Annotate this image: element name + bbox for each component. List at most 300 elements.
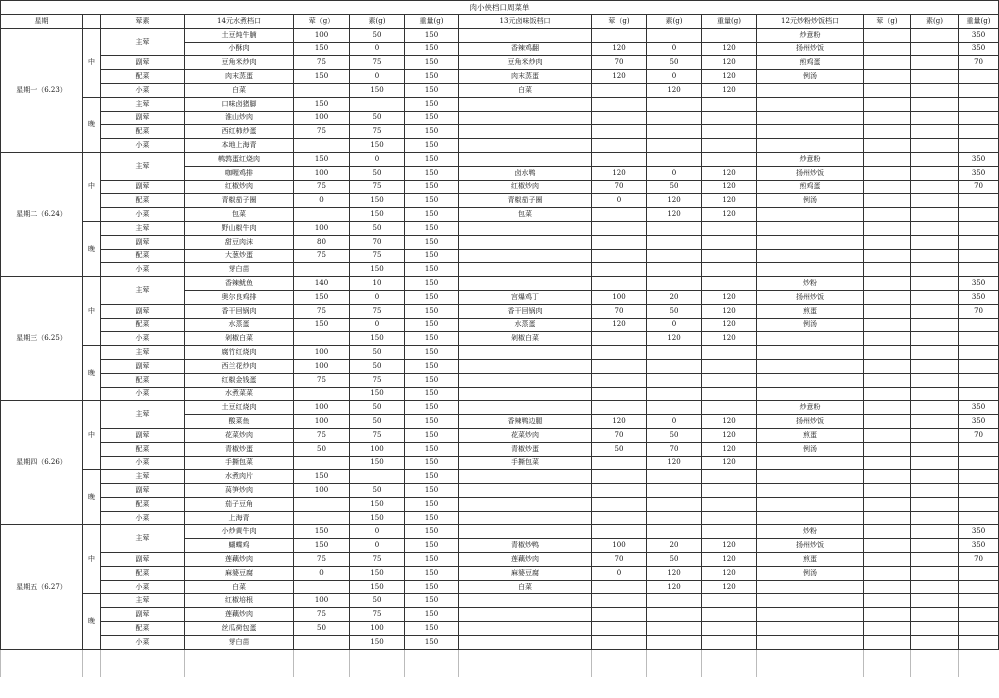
shuizhu-total-weight: 150: [405, 470, 459, 484]
dish-type: 主荤: [101, 525, 185, 553]
shuizhu-dish-name: 水煮菜菜: [185, 387, 294, 401]
empty-cell: [959, 111, 999, 125]
shuizhu-total-weight: 150: [405, 42, 459, 56]
luwei-dish-name: 剁椒白菜: [459, 332, 592, 346]
dish-type: 配菜: [101, 70, 185, 84]
empty-cell: [647, 663, 702, 677]
empty-cell: [459, 221, 592, 235]
shuizhu-total-weight: 150: [405, 635, 459, 649]
dish-type: 主荤: [101, 97, 185, 111]
shuizhu-total-weight: 150: [405, 539, 459, 553]
empty-cell: [459, 139, 592, 153]
empty-cell: [459, 663, 592, 677]
empty-cell: [647, 470, 702, 484]
dish-type: 小菜: [101, 83, 185, 97]
chaofan-total-weight: 350: [959, 166, 999, 180]
shuizhu-meat-weight: 75: [294, 553, 350, 567]
empty-cell: [911, 373, 959, 387]
shuizhu-total-weight: 150: [405, 194, 459, 208]
empty-cell: [592, 97, 647, 111]
shuizhu-veg-weight: [350, 97, 405, 111]
empty-cell: [459, 111, 592, 125]
shuizhu-veg-weight: 50: [350, 166, 405, 180]
dinner-row: [1, 359, 999, 373]
luwei-veg-weight: [647, 401, 702, 415]
empty-cell: [911, 470, 959, 484]
shuizhu-total-weight: 150: [405, 428, 459, 442]
empty-cell: [757, 484, 864, 498]
dish-type: 配菜: [101, 249, 185, 263]
chaofan-meat-weight: [864, 290, 911, 304]
empty-cell: [864, 346, 911, 360]
luwei-veg-weight: [647, 277, 702, 291]
chaofan-dish-name: 炒意粉: [757, 28, 864, 42]
empty-cell: [702, 387, 757, 401]
luwei-dish-name: [459, 401, 592, 415]
empty-cell: [702, 649, 757, 663]
empty-cell: [959, 608, 999, 622]
dish-type: 主荤: [101, 470, 185, 484]
luwei-meat-weight: [592, 456, 647, 470]
chaofan-total-weight: 350: [959, 42, 999, 56]
shuizhu-dish-name: 酸菜鱼: [185, 415, 294, 429]
empty-cell: [592, 373, 647, 387]
empty-cell: [911, 139, 959, 153]
shuizhu-total-weight: 150: [405, 359, 459, 373]
dish-type: 配菜: [101, 566, 185, 580]
empty-cell: [702, 359, 757, 373]
dish-type: 配菜: [101, 442, 185, 456]
chaofan-veg-weight: [911, 290, 959, 304]
lunch-row: [1, 152, 999, 166]
shuizhu-total-weight: 150: [405, 263, 459, 277]
chaofan-veg-weight: [911, 318, 959, 332]
empty-cell: [592, 139, 647, 153]
empty-cell: [702, 635, 757, 649]
dish-type: 副荤: [101, 56, 185, 70]
chaofan-dish-name: [757, 332, 864, 346]
empty-cell: [959, 484, 999, 498]
lunch-row: [1, 401, 999, 415]
luwei-dish-name: [459, 152, 592, 166]
chaofan-veg-weight: [911, 28, 959, 42]
dish-type: 副荤: [101, 608, 185, 622]
luwei-total-weight: 120: [702, 539, 757, 553]
empty-cell: [185, 663, 294, 677]
chaofan-dish-name: 煎蛋: [757, 553, 864, 567]
shuizhu-dish-name: 蝴蝶鸡: [185, 539, 294, 553]
empty-cell: [864, 373, 911, 387]
shuizhu-meat-weight: [294, 456, 350, 470]
shuizhu-veg-weight: 10: [350, 277, 405, 291]
luwei-total-weight: 120: [702, 332, 757, 346]
chaofan-total-weight: 350: [959, 28, 999, 42]
luwei-meat-weight: 120: [592, 318, 647, 332]
empty-cell: [459, 484, 592, 498]
dinner-row: [1, 373, 999, 387]
chaofan-dish-name: 扬州炒饭: [757, 539, 864, 553]
shuizhu-meat-weight: 150: [294, 525, 350, 539]
chaofan-meat-weight: [864, 208, 911, 222]
luwei-total-weight: [702, 28, 757, 42]
empty-cell: [592, 635, 647, 649]
empty-cell: [911, 511, 959, 525]
shuizhu-veg-weight: 150: [350, 635, 405, 649]
empty-cell: [864, 221, 911, 235]
dinner-row: [1, 221, 999, 235]
empty-cell: [702, 470, 757, 484]
shuizhu-total-weight: 150: [405, 235, 459, 249]
empty-cell: [592, 470, 647, 484]
shuizhu-meat-weight: 150: [294, 539, 350, 553]
luwei-total-weight: [702, 525, 757, 539]
empty-cell: [592, 263, 647, 277]
empty-cell: [959, 373, 999, 387]
empty-cell: [959, 97, 999, 111]
luwei-veg-weight: 70: [647, 442, 702, 456]
empty-cell: [459, 235, 592, 249]
shuizhu-veg-weight: 0: [350, 318, 405, 332]
dish-type: 配菜: [101, 125, 185, 139]
empty-cell: [757, 235, 864, 249]
shuizhu-veg-weight: 75: [350, 304, 405, 318]
shuizhu-total-weight: 150: [405, 139, 459, 153]
chaofan-dish-name: 例汤: [757, 194, 864, 208]
shuizhu-total-weight: 150: [405, 346, 459, 360]
luwei-veg-weight: 0: [647, 166, 702, 180]
empty-cell: [647, 594, 702, 608]
chaofan-veg-weight: [911, 580, 959, 594]
shuizhu-total-weight: 150: [405, 608, 459, 622]
chaofan-meat-weight: [864, 83, 911, 97]
shuizhu-veg-weight: 0: [350, 42, 405, 56]
luwei-dish-name: 香干回锅肉: [459, 304, 592, 318]
empty-cell: [459, 497, 592, 511]
shuizhu-total-weight: 150: [405, 97, 459, 111]
dish-type: 小菜: [101, 456, 185, 470]
shuizhu-meat-weight: 100: [294, 359, 350, 373]
empty-cell: [647, 359, 702, 373]
chaofan-dish-name: 煎蛋: [757, 304, 864, 318]
shuizhu-total-weight: 150: [405, 28, 459, 42]
empty-cell: [864, 249, 911, 263]
shuizhu-veg-weight: 75: [350, 373, 405, 387]
luwei-veg-weight: [647, 28, 702, 42]
meal-cell: 中: [83, 401, 101, 470]
empty-cell: [864, 511, 911, 525]
shuizhu-total-weight: 150: [405, 111, 459, 125]
shuizhu-dish-name: 莲藕炒肉: [185, 553, 294, 567]
day-cell: 星期一（6.23）: [1, 28, 83, 152]
dish-type: 主荤: [101, 277, 185, 305]
shuizhu-meat-weight: 0: [294, 566, 350, 580]
dish-type: 副荤: [101, 180, 185, 194]
dinner-row: [1, 387, 999, 401]
shuizhu-meat-weight: [294, 263, 350, 277]
column-header: 素(g): [647, 15, 702, 29]
empty-cell: [702, 249, 757, 263]
dinner-row: [1, 497, 999, 511]
dinner-row: [1, 484, 999, 498]
chaofan-meat-weight: [864, 401, 911, 415]
luwei-dish-name: 青椒炒鸭: [459, 539, 592, 553]
shuizhu-veg-weight: 75: [350, 249, 405, 263]
luwei-total-weight: [702, 152, 757, 166]
shuizhu-veg-weight: 70: [350, 235, 405, 249]
shuizhu-veg-weight: 50: [350, 221, 405, 235]
empty-cell: [647, 235, 702, 249]
luwei-meat-weight: 70: [592, 180, 647, 194]
shuizhu-dish-name: 手撕包菜: [185, 456, 294, 470]
meal-cell: 中: [83, 152, 101, 221]
luwei-dish-name: 红椒炒肉: [459, 180, 592, 194]
column-header: 素(g): [911, 15, 959, 29]
column-header: 13元卤味饭档口: [459, 15, 592, 29]
chaofan-total-weight: [959, 70, 999, 84]
empty-cell: [647, 649, 702, 663]
shuizhu-dish-name: 剁椒白菜: [185, 332, 294, 346]
shuizhu-dish-name: 花菜炒肉: [185, 428, 294, 442]
empty-cell: [911, 263, 959, 277]
empty-cell: [459, 359, 592, 373]
luwei-total-weight: 120: [702, 553, 757, 567]
luwei-total-weight: 120: [702, 428, 757, 442]
luwei-dish-name: 青椒茄子圈: [459, 194, 592, 208]
empty-cell: [592, 387, 647, 401]
column-header: 重量(g): [405, 15, 459, 29]
luwei-dish-name: 肉末蒸蛋: [459, 70, 592, 84]
empty-cell: [702, 511, 757, 525]
shuizhu-dish-name: 水煮肉片: [185, 470, 294, 484]
dish-type: 小菜: [101, 332, 185, 346]
shuizhu-dish-name: 豆角米炒肉: [185, 56, 294, 70]
shuizhu-meat-weight: 50: [294, 622, 350, 636]
empty-cell: [647, 497, 702, 511]
chaofan-meat-weight: [864, 428, 911, 442]
chaofan-dish-name: 例汤: [757, 566, 864, 580]
empty-cell: [459, 346, 592, 360]
luwei-total-weight: 120: [702, 166, 757, 180]
dinner-row: [1, 139, 999, 153]
dish-type: 副荤: [101, 304, 185, 318]
empty-cell: [702, 263, 757, 277]
luwei-veg-weight: 120: [647, 332, 702, 346]
empty-cell: [757, 622, 864, 636]
chaofan-total-weight: 70: [959, 56, 999, 70]
empty-cell: [911, 346, 959, 360]
column-header: 素(g): [350, 15, 405, 29]
luwei-total-weight: 120: [702, 580, 757, 594]
dish-type: 副荤: [101, 484, 185, 498]
shuizhu-meat-weight: 100: [294, 594, 350, 608]
chaofan-total-weight: [959, 442, 999, 456]
empty-cell: [647, 484, 702, 498]
chaofan-veg-weight: [911, 42, 959, 56]
dish-type: 主荤: [101, 594, 185, 608]
empty-cell: [864, 470, 911, 484]
shuizhu-total-weight: 150: [405, 277, 459, 291]
empty-cell: [911, 359, 959, 373]
chaofan-meat-weight: [864, 28, 911, 42]
chaofan-dish-name: 扬州炒饭: [757, 166, 864, 180]
chaofan-meat-weight: [864, 580, 911, 594]
luwei-veg-weight: 120: [647, 208, 702, 222]
luwei-total-weight: 120: [702, 304, 757, 318]
shuizhu-dish-name: 土豆炖牛腩: [185, 28, 294, 42]
luwei-total-weight: 120: [702, 290, 757, 304]
empty-cell: [459, 511, 592, 525]
chaofan-total-weight: [959, 194, 999, 208]
empty-cell: [757, 221, 864, 235]
dinner-row: [1, 97, 999, 111]
shuizhu-total-weight: 150: [405, 166, 459, 180]
empty-cell: [592, 649, 647, 663]
luwei-meat-weight: 0: [592, 194, 647, 208]
chaofan-dish-name: 炒意粉: [757, 401, 864, 415]
empty-cell: [647, 622, 702, 636]
luwei-veg-weight: 50: [647, 428, 702, 442]
meal-cell: 晚: [83, 470, 101, 525]
empty-cell: [864, 139, 911, 153]
empty-cell: [757, 635, 864, 649]
shuizhu-veg-weight: 75: [350, 428, 405, 442]
luwei-veg-weight: 120: [647, 456, 702, 470]
shuizhu-dish-name: 香辣鱿鱼: [185, 277, 294, 291]
meal-cell: 中: [83, 277, 101, 346]
lunch-row: [1, 83, 999, 97]
shuizhu-dish-name: 小酥肉: [185, 42, 294, 56]
empty-cell: [592, 235, 647, 249]
empty-cell: [757, 608, 864, 622]
shuizhu-total-weight: 150: [405, 401, 459, 415]
luwei-dish-name: [459, 277, 592, 291]
empty-cell: [911, 635, 959, 649]
shuizhu-meat-weight: 150: [294, 470, 350, 484]
chaofan-veg-weight: [911, 525, 959, 539]
dinner-row: [1, 235, 999, 249]
empty-cell: [592, 346, 647, 360]
shuizhu-veg-weight: 0: [350, 70, 405, 84]
shuizhu-dish-name: 芽白苗: [185, 263, 294, 277]
shuizhu-veg-weight: 75: [350, 56, 405, 70]
shuizhu-total-weight: 150: [405, 152, 459, 166]
chaofan-meat-weight: [864, 332, 911, 346]
luwei-veg-weight: 50: [647, 304, 702, 318]
shuizhu-dish-name: 西红柿炒蛋: [185, 125, 294, 139]
luwei-dish-name: 卤水鸭: [459, 166, 592, 180]
shuizhu-veg-weight: 0: [350, 525, 405, 539]
lunch-row: [1, 70, 999, 84]
empty-cell: [702, 484, 757, 498]
empty-cell: [702, 139, 757, 153]
empty-cell: [592, 511, 647, 525]
shuizhu-meat-weight: 100: [294, 401, 350, 415]
empty-cell: [959, 125, 999, 139]
shuizhu-meat-weight: 150: [294, 97, 350, 111]
shuizhu-meat-weight: [294, 580, 350, 594]
shuizhu-veg-weight: 50: [350, 401, 405, 415]
shuizhu-total-weight: 150: [405, 456, 459, 470]
luwei-meat-weight: [592, 277, 647, 291]
empty-cell: [864, 622, 911, 636]
luwei-meat-weight: [592, 332, 647, 346]
title-row: [1, 1, 999, 15]
shuizhu-meat-weight: 150: [294, 70, 350, 84]
empty-cell: [757, 470, 864, 484]
chaofan-total-weight: 350: [959, 401, 999, 415]
chaofan-meat-weight: [864, 56, 911, 70]
shuizhu-meat-weight: 80: [294, 235, 350, 249]
empty-cell: [647, 608, 702, 622]
chaofan-total-weight: 350: [959, 415, 999, 429]
empty-cell: [959, 346, 999, 360]
luwei-veg-weight: [647, 525, 702, 539]
empty-cell: [911, 663, 959, 677]
shuizhu-veg-weight: 75: [350, 180, 405, 194]
shuizhu-veg-weight: 150: [350, 83, 405, 97]
empty-cell: [294, 663, 350, 677]
empty-cell: [592, 497, 647, 511]
luwei-meat-weight: 50: [592, 442, 647, 456]
luwei-meat-weight: 120: [592, 42, 647, 56]
empty-cell: [1, 663, 83, 677]
shuizhu-meat-weight: [294, 387, 350, 401]
chaofan-dish-name: 例汤: [757, 442, 864, 456]
shuizhu-total-weight: 150: [405, 125, 459, 139]
empty-cell: [702, 622, 757, 636]
lunch-row: [1, 180, 999, 194]
chaofan-meat-weight: [864, 194, 911, 208]
chaofan-total-weight: 70: [959, 553, 999, 567]
empty-cell: [647, 111, 702, 125]
empty-cell: [592, 484, 647, 498]
dinner-row: [1, 249, 999, 263]
luwei-veg-weight: 0: [647, 42, 702, 56]
luwei-veg-weight: 20: [647, 290, 702, 304]
dinner-row: [1, 594, 999, 608]
column-header: 14元水煮档口: [185, 15, 294, 29]
shuizhu-veg-weight: 100: [350, 622, 405, 636]
dinner-row: [1, 125, 999, 139]
dish-type: 主荤: [101, 346, 185, 360]
chaofan-total-weight: [959, 580, 999, 594]
shuizhu-veg-weight: 50: [350, 111, 405, 125]
empty-cell: [83, 649, 101, 663]
day-cell: 星期二（6.24）: [1, 152, 83, 276]
luwei-veg-weight: 50: [647, 56, 702, 70]
luwei-meat-weight: 70: [592, 304, 647, 318]
chaofan-dish-name: 扬州炒饭: [757, 42, 864, 56]
shuizhu-veg-weight: 150: [350, 580, 405, 594]
shuizhu-meat-weight: 50: [294, 442, 350, 456]
shuizhu-dish-name: 本地上海青: [185, 139, 294, 153]
empty-cell: [459, 594, 592, 608]
luwei-meat-weight: 0: [592, 566, 647, 580]
luwei-total-weight: 120: [702, 42, 757, 56]
luwei-veg-weight: 0: [647, 70, 702, 84]
luwei-meat-weight: 70: [592, 56, 647, 70]
shuizhu-veg-weight: 50: [350, 346, 405, 360]
shuizhu-meat-weight: 100: [294, 166, 350, 180]
chaofan-total-weight: [959, 318, 999, 332]
empty-cell: [459, 97, 592, 111]
empty-cell: [864, 608, 911, 622]
luwei-total-weight: 120: [702, 208, 757, 222]
empty-cell: [702, 125, 757, 139]
empty-cell: [864, 649, 911, 663]
empty-cell: [185, 649, 294, 663]
chaofan-total-weight: 70: [959, 428, 999, 442]
